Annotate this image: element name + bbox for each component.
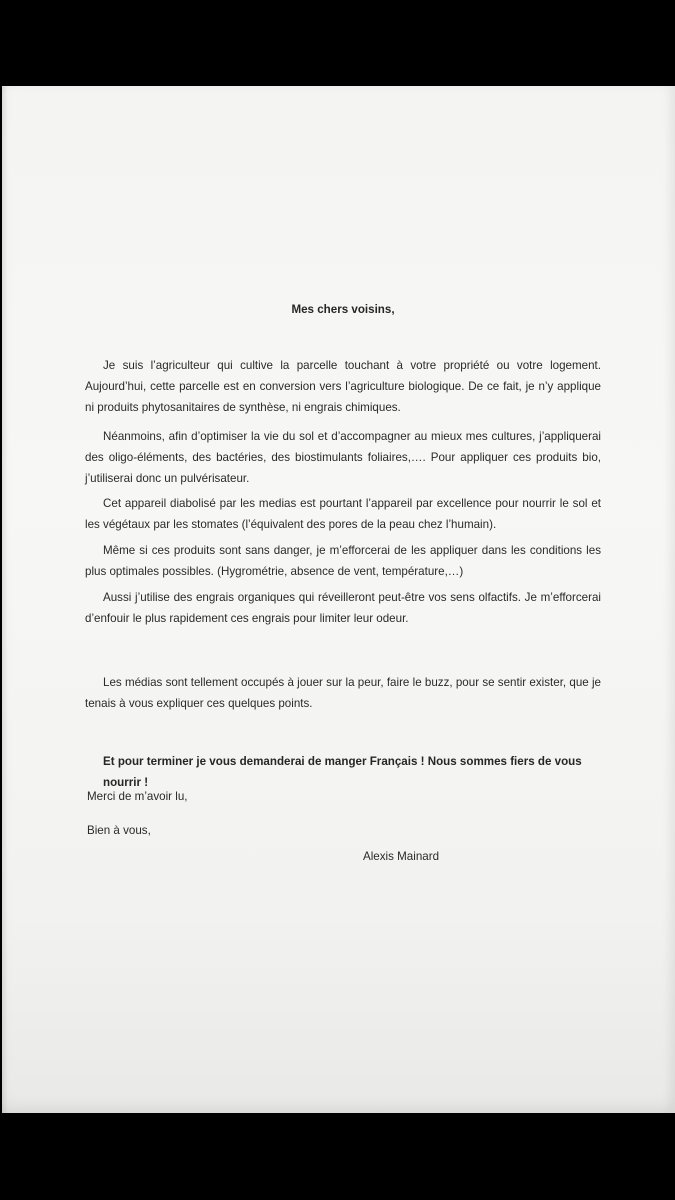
paragraph-sprayer: Cet appareil diabolisé par les medias est pourtant l’appareil par excellence pour nourrir le sol et les végétaux par les stomates (l’équivalent des pores de la peau chez l’humain). [85,497,601,531]
paragraph-fertilizers: Aussi j’utilise des engrais organiques qui réveilleront peut-être vos sens olfactifs. Je m’efforcerai d’enfouir le plus rapidement ces engrais pour limiter leur odeur. [85,591,601,625]
letter-page [2,86,675,1113]
regards-line: Bien à vous, [87,824,151,837]
paragraph-products: Néanmoins, afin d’optimiser la vie du sol et d’accompagner au mieux mes cultures, j’appliquerai des oligo-éléments, des bactéries, des biostimulants foliaires,…. Pour appliquer ces produits bio, j’utiliserai donc un pulvérisateur. [85,430,601,485]
salutation: Mes chers voisins, [291,303,395,316]
signature-name: Alexis Mainard [363,850,440,863]
thanks-line: Merci de m’avoir lu, [87,790,188,803]
paragraph-media: Les médias sont tellement occupés à jouer sur la peur, faire le buzz, pour se sentir exister, que je tenais à vous expliquer ces quelques points. [85,676,601,710]
closing-statement: Et pour terminer je vous demanderai de manger Français ! Nous sommes fiers de vous nourrir ! [103,755,582,789]
paragraph-conditions: Même si ces produits sont sans danger, je m’efforcerai de les appliquer dans les conditions les plus optimales possibles. (Hygrométrie, absence de vent, température,…) [85,544,601,578]
paragraph-introduction: Je suis l’agriculteur qui cultive la parcelle touchant à votre propriété ou votre logement. Aujourd’hui, cette parcelle est en conversion vers l’agriculture biologique. De ce fait, je n’y applique ni produits phytosanitaires de synthèse, ni engrais chimiques. [85,359,601,414]
